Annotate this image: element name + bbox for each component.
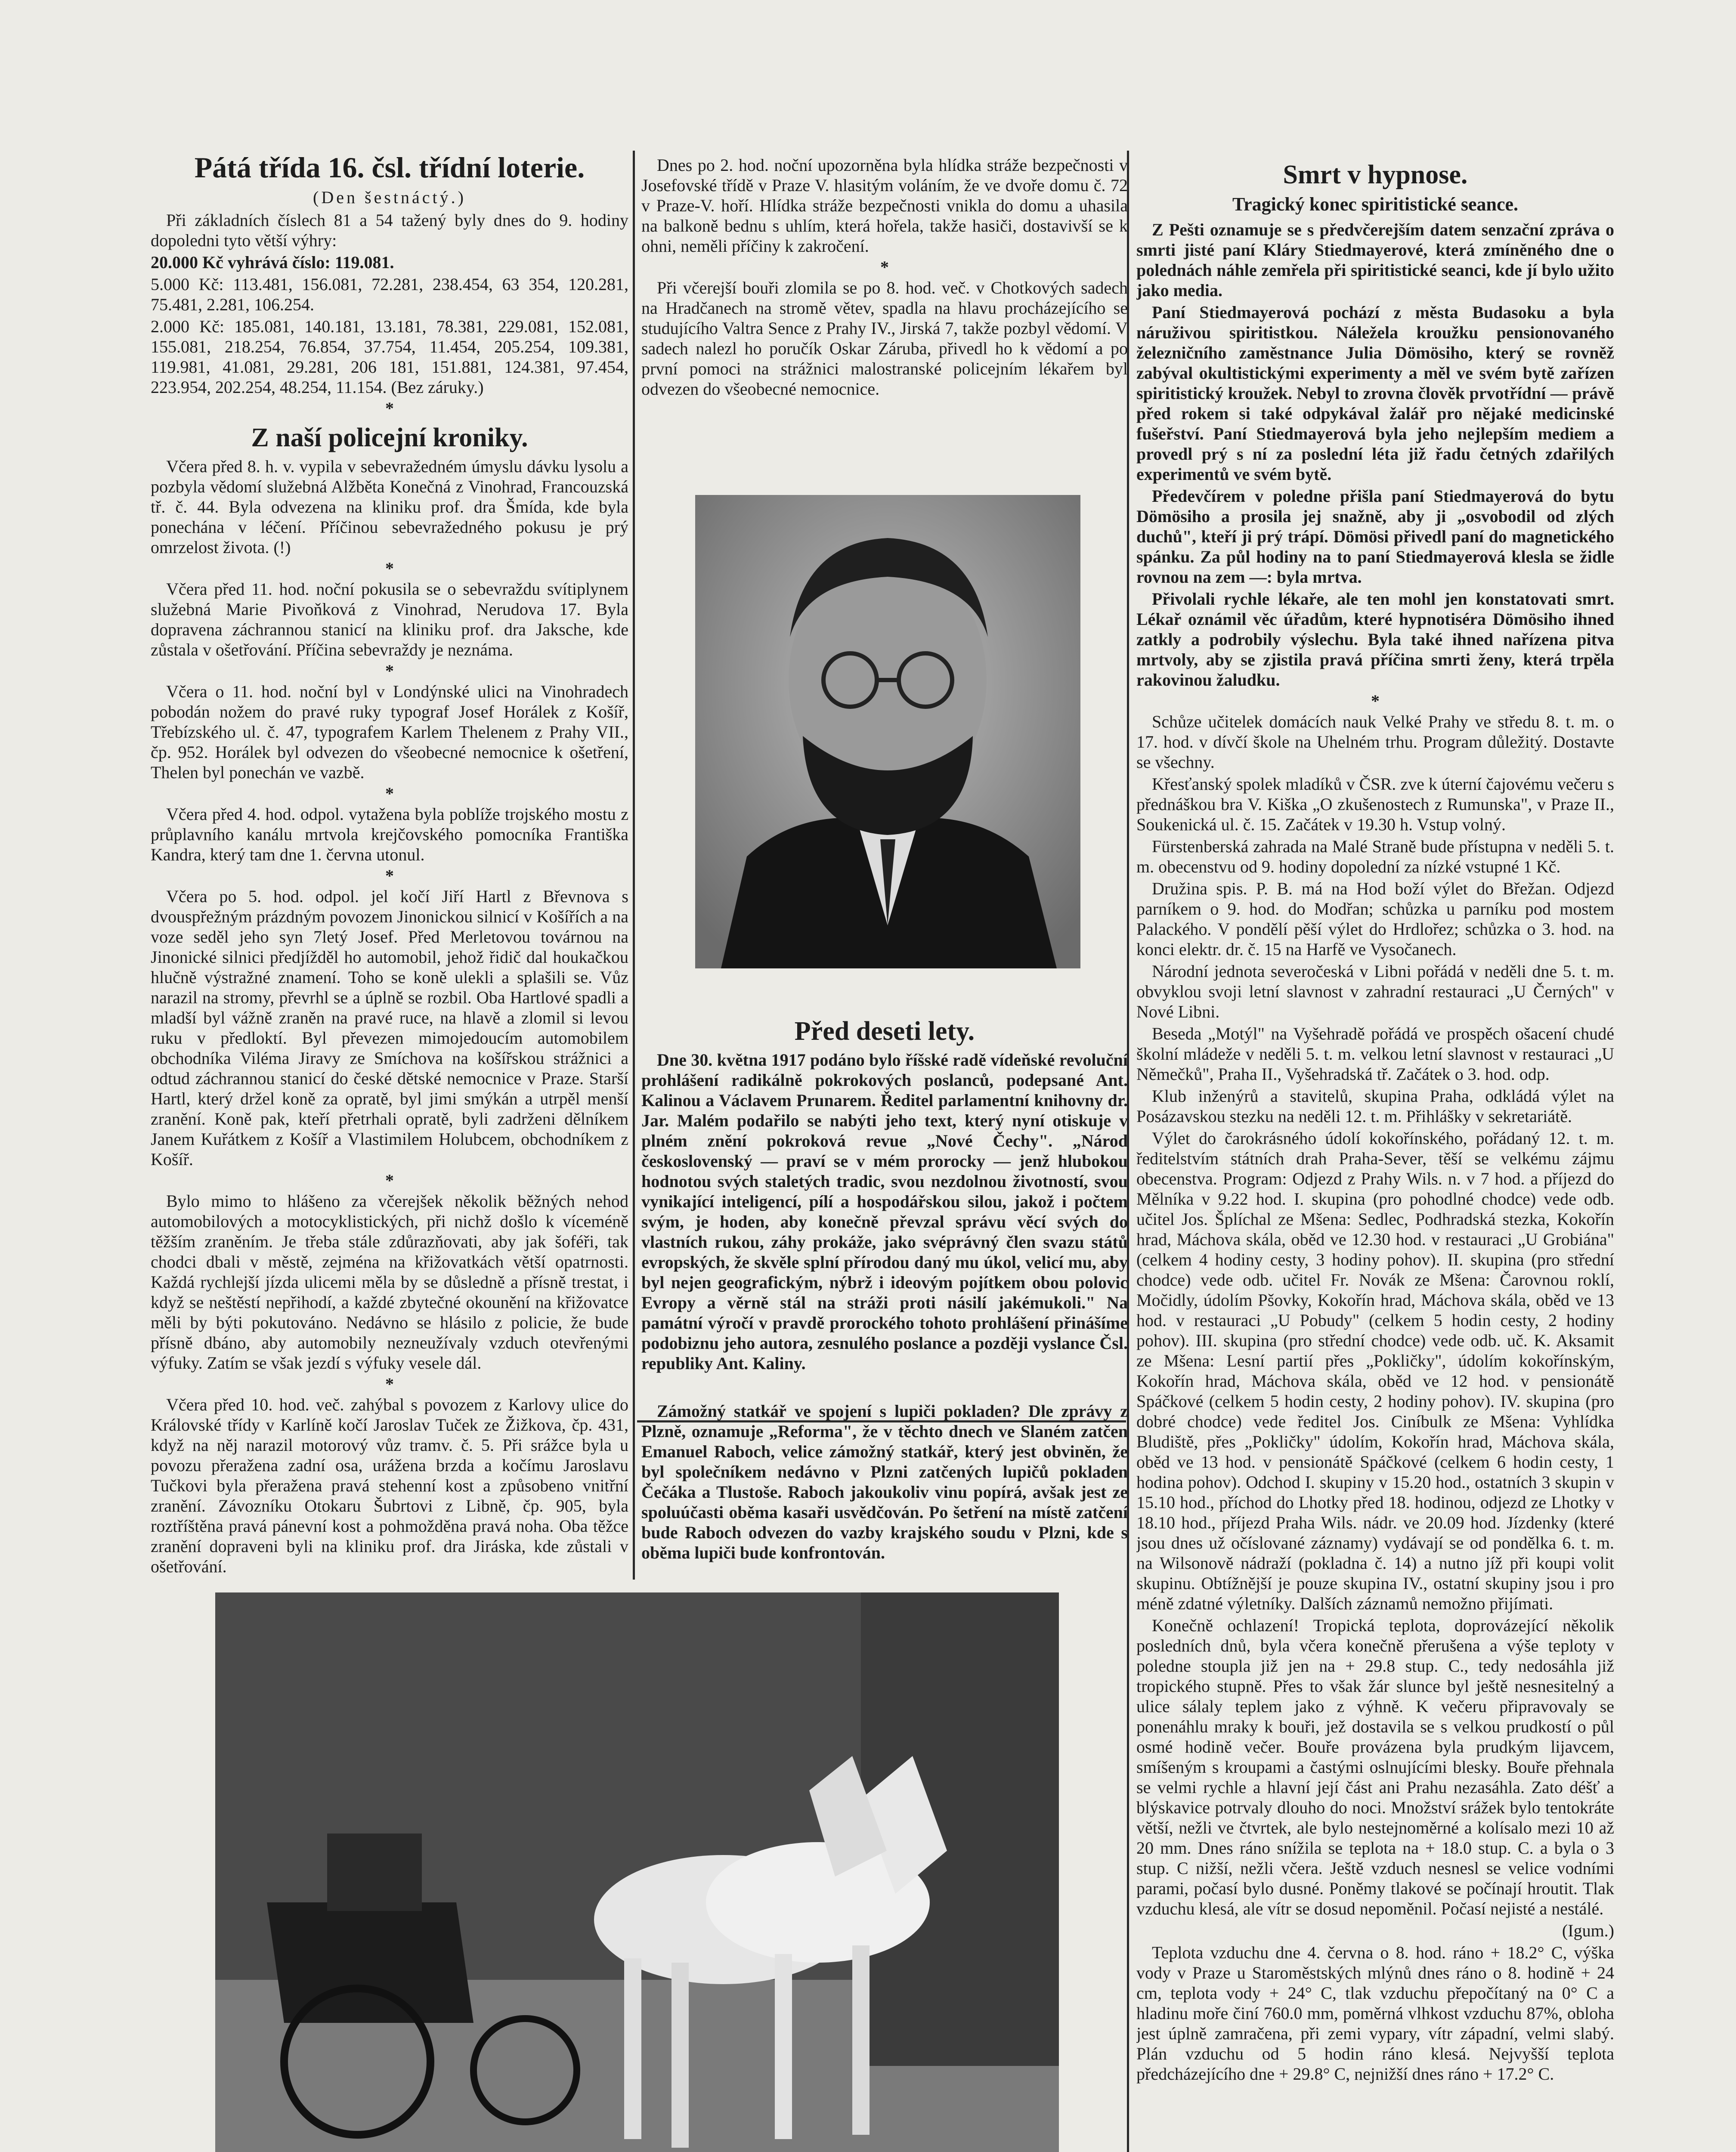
police-item: Včera před 10. hod. več. zahýbal s povozem z Karlovy ulice do Královské třídy v Karlíně kočí Jaroslav Tuček ze Žižkova, čp. 431, když na něj narazil motorový vůz tramv. č. 5. Při srážce byla u povozu přeražena zadní osa, urážena brzda a kočímu Jaroslavu Tučkovi byla přeražena pravá stehenní kost a způsobeno vnitřní zranění. Závozníku Otokaru Šubrtovi z Libně, čp. 905, byla roztříštěna pravá pánevní kost a pohmožděna pravá noha. Oba těžce zranění dopraveni byli na kliniku prof. dra Jiráska, kde zůstali v ošetřování. (151, 1395, 628, 1577)
hypnosis-paragraph: Z Pešti oznamuje se s předvčerejším datem senzační zpráva o smrti jisté paní Kláry Stiedmayerové, která zmíněného dne o polednách náhle zemřela při spiritistické seanci, kde jí bylo užito jako media. (1136, 220, 1614, 300)
separator: * (385, 1374, 394, 1394)
ten-years-text: Dne 30. května 1917 podáno bylo říšské radě vídeňské revoluční prohlášení radikálně pokrokových poslanců, podepsané Ant. Kalinou a Václavem Prunarem. Ředitel parlamentní knihovny dr. Jar. Malém podařilo se nabýti jeho text, který nyní otiskuje v plném znění pokroková revue „Nové Čechy". „Národ československý — praví se v mém prorocky — jenž hlubokou hodnotou svých staletých tradic, svou nezdolnou životností, svou vynikající inteligencí, pílí a hospodářskou silou, jakož i počtem svým, je hoden, aby konečně převzal správu věcí svých do vlastních rukou, záhy prokáže, jako svéprávný člen svazu států evropských, že skvěle splní přírodou daný mu úkol, velicí mu, aby byl nejen geografickým, nýbrž i ideovým pojítkem obou polovic Evropy a věrně stál na stráži proti násilí jakémukoli." Na památní výročí v pravdě prorockého tohoto prohlášení přinášíme podobiznu jeho autora, zesnulého poslance a později vyslance Čsl. republiky Ant. Kaliny. (641, 1050, 1128, 1373)
robbery-report: Zámožný statkář ve spojení s lupiči pokladen? Dle zprávy z Plzně, oznamuje „Reforma", že v těchto dnech ve Slaném zatčen Emanuel Raboch, velice zámožný statkář, který jest obviněn, že byl společníkem nedávno v Plzni zatčených lupičů pokladen Čečáka a Tlustoše. Raboch jakoukoliv vinu popírá, avšak jest ze spoluúčasti oběma kasaři usvědčován. Po šetření na místě zatčení bude Raboch odvezen do vazby krajského soudu v Plzni, kde s oběma lupiči bude konfrontován. (641, 1401, 1128, 1563)
column-2-top (641, 155, 1128, 478)
lottery-day: (Den šestnáctý.) (313, 188, 466, 207)
notice: Beseda „Motýl" na Vyšehradě pořádá ve prospěch ošacení chudé školní mládeže v neděli 5. t. m. velkou letní slavnost v restauraci „U Němečků", Praha II., Vyšehradská tř. Začátek o 3. hod. odp. (1136, 1024, 1614, 1084)
portrait-illustration (695, 495, 1080, 968)
ten-years-title: Před deseti lety. (794, 1017, 975, 1046)
hypnosis-paragraph: Přivolali rychle lékaře, ale ten mohl jen konstatovati smrt. Lékař oznámil věc úřadům, které hypnotiséra Dömösiho ihned zatkly a podrobily výslechu. Byla také ihned nařízena pitva mrtvoly, aby se zjistila pravá příčina smrti ženy, která trpěla rakovinou žaludku. (1136, 589, 1614, 690)
lottery-prize-2: 5.000 Kč: 113.481, 156.081, 72.281, 238.454, 63 354, 120.281, 75.481, 2.281, 106.254. (151, 275, 628, 315)
column-3 (1136, 155, 1614, 2152)
separator: * (385, 559, 394, 578)
separator: * (385, 399, 394, 418)
lottery-intro: Při základních číslech 81 a 54 tažený byly dnes do 9. hodiny dopoledni tyto větší výhry: (151, 210, 628, 250)
notice: Družina spis. P. B. má na Hod boží výlet do Břežan. Odjezd parníkem o 9. hod. do Modřan; schůzka u parníku pod mostem Palackého. V pondělí pěší výlet do Hrdlořez; schůzka o 3. hod. na konci elektr. dr. č. 15 na Harfě ve Vysočanech. (1136, 879, 1614, 959)
notice: Fürstenberská zahrada na Malé Straně bude přístupna v neděli 5. t. m. obecenstvu od 9. hodiny dopolední za nízké vstupné 1 Kč. (1136, 837, 1614, 877)
separator: * (385, 784, 394, 804)
separator: * (385, 661, 394, 681)
notice: Národní jednota severočeská v Libni pořádá v neděli dne 5. t. m. obvyklou svoji letní slavnost v zahradní restauraci „U Černých" v Nové Libni. (1136, 962, 1614, 1022)
police-item: Včera po 5. hod. odpol. jel kočí Jiří Hartl z Břevnova s dvouspřežným prázdným povozem Jinonickou silnicí v Košířích a na voze seděl jeho syn 7letý Josef. Před Merletovou továrnou na Jinonické silnici předjížděl ho automobil, jehož řidič dal houkačkou hlučně výstražné znamení. Toho se koně ulekli a splašili se. Vůz narazil na stromy, převrhl se a úplně se rozbil. Oba Hartlové spadli a mladší byl vážně zraněn na pravé ruce, na hlavě a zlomil si levou ruku v předloktí. Byl převezen mimojedoucím automobilem obchodníka Viléma Jiravy ze Smíchova na košířskou strážnici a odtud záchrannou stanicí do české dětské nemocnice v Praze. Starší Hartl, který držel koně za opratě, byl jimi smýkán a utrpěl menší zranění. Koně pak, kteří přetrhali opratě, byli zadrženi dělníkem Janem Kuřátkem z Košíř a Vlastimilem Holubcem, obchodníkem z Košíř. (151, 887, 628, 1169)
separator: * (385, 1171, 394, 1190)
notice: Křesťanský spolek mladíků v ČSR. zve k úterní čajovému večeru s přednáškou bra V. Kiška „O zkušenostech z Rumunska", v Praze II., Soukenická ul. č. 15. Začátek v 19.30 h. Vstup volný. (1136, 774, 1614, 835)
lottery-title: Pátá třída 16. čsl. třídní loterie. (194, 151, 585, 184)
hypnosis-title: Smrt v hypnose. (1283, 160, 1468, 189)
notice-signature: (Igum.) (1562, 1921, 1614, 1941)
portrait-photo (695, 495, 1080, 968)
notice: Teplota vzduchu dne 4. června o 8. hod. ráno + 18.2° C, výška vody v Praze u Staroměstských mlýnů dnes ráno o 8. hodině + 24 cm, teplota vody + 24° C, tlak vzduchu přepočítaný na 0° C a hladinu moře činí 760.0 mm, poměrná vlhkost vzduchu 87%, obloha jest úplně zamračena, při zemi vypary, vítr západní, velmi slabý. Plán vzduchu od 5 hodin ráno klesá. Nejvyšší teplota předcházejícího dne + 29.8° C, nejnižší dnes ráno + 17.2° C. (1136, 1943, 1614, 2084)
separator: * (1371, 691, 1380, 711)
hypnosis-subtitle: Tragický konec spiritistické seance. (1232, 194, 1518, 215)
column-rule-left (633, 151, 635, 1580)
police-item: Včera před 4. hod. odpol. vytažena byla poblíže trojského mostu z průplavního kanálu mrtvola krejčovského pomocníka Františka Kandra, který tam dne 1. června utonul. (151, 804, 628, 865)
hypnosis-paragraph: Paní Stiedmayerová pochází z města Budasoku a byla náruživou spiritistkou. Náležela kroužku pensionovaného železničního zaměstnance Julia Dömösiho, který se rovněž zabýval okultistickými experimenty a měl ve svém bytě zařízen spiritistický kroužek. Nebyl to zrovna člověk prvotřídní — právě před rokem si také odpykával žalář pro nějaké medicinské fušeřství. Paní Stiedmayerová byla jeho nejlepším mediem a provedl prý s ní za poslední léta již řadu četných zdařilých experimentů ve svém bytě. (1136, 303, 1614, 484)
notice: Schůze učitelek domácích nauk Velké Prahy ve středu 8. t. m. o 17. hod. v dívčí škole na Uhelném trhu. Program důležitý. Dostavte se všechny. (1136, 712, 1614, 772)
carriage-photo (215, 1592, 1059, 2152)
police-title: Z naší policejní kroniky. (251, 423, 528, 453)
separator: * (880, 257, 889, 277)
police-item: Bylo mimo to hlášeno za včerejšek několik běžných nehod automobilových a motocyklistických, při nichž došlo k víceméně těžším zraněním. Je třeba stále zdůrazňovati, aby jak šoféři, tak chodci dbali v městě, zejména na křižovatkách větší opatrnosti. Každá rychlejší jízda ulicemi měla by se důsledně a přísně trestat, i když se neštěstí nepřihodí, a každé zbytečné okounění na křižovatce měli by býti pokutováno. Nedávno se hlásilo z policie, že bude přísně dbáno, aby automobily nezneužívaly vzduch otevřenými výfuky. Zatím se však jezdí s výfuky vesele dál. (151, 1191, 628, 1373)
storm-report: Při včerejší bouři zlomila se po 8. hod. več. v Chotkových sadech na Hradčanech na stromě větev, spadla na hlavu procházejícího se studujícího Valtra Sence z Prahy IV., Jirská 7, takže pozbyl vědomí. V sadech nalezl ho poručík Oskar Záruba, přivedl ho k vědomí a po první pomoci na strážnici malostranské policejním lékařem byl odvezen do všeobecné nemocnice. (641, 278, 1128, 399)
police-item: Včera před 8. h. v. vypila v sebevražedném úmyslu dávku lysolu a pozbyla vědomí služebná Alžběta Konečná z Vinohrad, Francouzská tř. č. 44. Byla odvezena na kliniku prof. dra Šmída, kde byla ponechána v léčení. Příčinou sebevražedného pokusu je prý omrzelost života. (!) (151, 457, 628, 557)
fire-report: Dnes po 2. hod. noční upozorněna byla hlídka stráže bezpečnosti v Josefovské třídě v Praze V. hlasitým voláním, že ve dvoře domu č. 72 v Praze-V. hoří. Hlídka stráže bezpečnosti vnikla do domu a uhasila na balkoně bednu s uhlím, která hořela, takže hasiči, dostavivší se k ohni, neměli příčiny k zakročení. (641, 155, 1128, 256)
separator: * (385, 866, 394, 886)
notice: Konečně ochlazení! Tropická teplota, doprovázející několik posledních dnů, byla včera konečně přerušena a výše teploty v poledne stoupla již jen na + 29.8 stup. C., tedy nedosáhla již tropického stupně. Přes to však žár slunce byl ještě nesnesitelný a ulice sálaly teplem jako z výhně. K večeru připravovaly se ponenáhlu mraky k bouři, jež dostavila se s velkou prudkostí o půl osmé hodině večer. Bouře provázena byla prudkým lijavcem, smíšeným s kroupami a častými oslnujícími blesky. Bouře přehnala se velmi rychle a hlavní její část ani Prahu nezasáhla. Zato déšť a blýskavice potrvaly dlouho do noci. Množství srážek bylo tentokráte větší, nežli ve čtvrtek, ale bylo nestejnoměrné a kolísalo mezi 10 až 20 mm. Dnes ráno snížila se teplota na + 18.0 stup. C. a byla o 3 stup. C nižší, nežli včera. Ještě vzduch nesnesl se velice vodními parami, počasí bylo dusné. Poněmy tlakové se počínají hroutit. Tlak vzduchu klesá, ale vítr se dosud nepoměnil. Počasí nejisté a nestálé. (1136, 1616, 1614, 1919)
police-item: Včera před 11. hod. noční pokusila se o sebevraždu svítiplynem služebná Marie Pivoňková z Vinohrad, Nerudova 17. Byla dopravena záchrannou stanicí na kliniku prof. dra Jaksche, kde zůstala v ošetřování. Příčina sebevraždy je neznáma. (151, 579, 628, 660)
notice: Výlet do čarokrásného údolí kokořínského, pořádaný 12. t. m. ředitelstvím státních drah Praha-Sever, těší se velkému zájmu obecenstva. Program: Odjezd z Prahy Wils. n. v 7 hod. a příjezd do Mělníka v 9.22 hod. I. skupina (pro pohodlné chodce) vede odb. učitel Jos. Šplíchal ze Mšena: Sedlec, Podhradská stezka, Kokořín hrad, Máchova skála, oběd ve 12.30 hod. v restauraci „U Grobiána" (celkem 4 hodiny cesty, 3 hodiny pohov). II. skupina (pro střední chodce) vede odb. učitel Fr. Novák ze Mšena: Čarovnou roklí, Močidly, údolím Pšovky, Kokořín hrad, Máchova skála, oběd ve 13 hod. v restauraci „U Pobudy" (celkem 5 hodin cesty, 2 hodiny pohov). III. skupina (pro střední chodce) vede odb. uč. K. Aksamit ze Mšena: Lesní partií přes „Pokličky", údolím kokořínským, Kokořín hrad, Máchova skála, oběd ve 12 hod. v pensionátě Spáčkové (celkem 5 hodin cesty, 2 hodiny pohov). IV. skupina (pro dobré chodce) vede ředitel Jos. Ciníbulk ze Mšena: Vyhlídka Bludiště, přes „Pokličky" údolím, Kokořín hrad, Máchova skála, oběd ve 13 hod. v pensionátě Spáčkové (celkem 6 hodin cesty, 1 hodina pohov). Odchod I. skupiny v 15.20 hod., ostatních 3 skupin v 15.10 hod., příchod do Lhotky před 18. hodinou, odjezd ze Lhotky v 18.10 hod., příjezd Praha Wils. nádr. ve 20.09 hod. Jízdenky (které jsou dnes už očíslované záznamy) vydávají se od pondělka 6. t. m. na Wilsonově nádraží (pokladna č. 14) a nutno jíž při koupi volit skupinu. Obtížnější je pouze skupina IV., ostatní skupiny jsou i pro méně zdatné výletníky. Dalších záznamů nemožno přijímati. (1136, 1129, 1614, 1614)
lottery-prize-1: 20.000 Kč vyhrává číslo: 119.081. (151, 253, 394, 272)
carriage-illustration (215, 1592, 1059, 2152)
police-item: Včera o 11. hod. noční byl v Londýnské ulici na Vinohradech pobodán nožem do pravé ruky typograf Josef Horálek z Košíř, Třebízského ul. č. 47, typografem Karlem Thelenem z Prahy VII., čp. 952. Horálek byl odvezen do všeobecné nemocnice k ošetření, Thelen byl ponechán ve vazbě. (151, 682, 628, 782)
notice: Klub inženýrů a stavitelů, skupina Praha, odkládá výlet na Posázavskou stezku na neděli 12. t. m. Přihlášky v sekretariátě. (1136, 1086, 1614, 1126)
hypnosis-paragraph: Předevčírem v poledne přišla paní Stiedmayerová do bytu Dömösiho a prosila jej snažně, aby ji „osvobodil od zlých duchů", kteří ji prý trápí. Dömösi přivedl paní do magnetického spánku. Za půl hodiny na to paní Stiedmayerová klesla se židle rovnou na zem —: byla mrtva. (1136, 486, 1614, 587)
lottery-prize-3: 2.000 Kč: 185.081, 140.181, 13.181, 78.381, 229.081, 152.081, 155.081, 218.254, 76.854, 37.754, 11.454, 205.254, 109.381, 119.981, 41.081, 29.281, 206 181, 151.881, 124.381, 97.454, 223.954, 202.254, 48.254, 11.154. (Bez záruky.) (151, 317, 628, 397)
